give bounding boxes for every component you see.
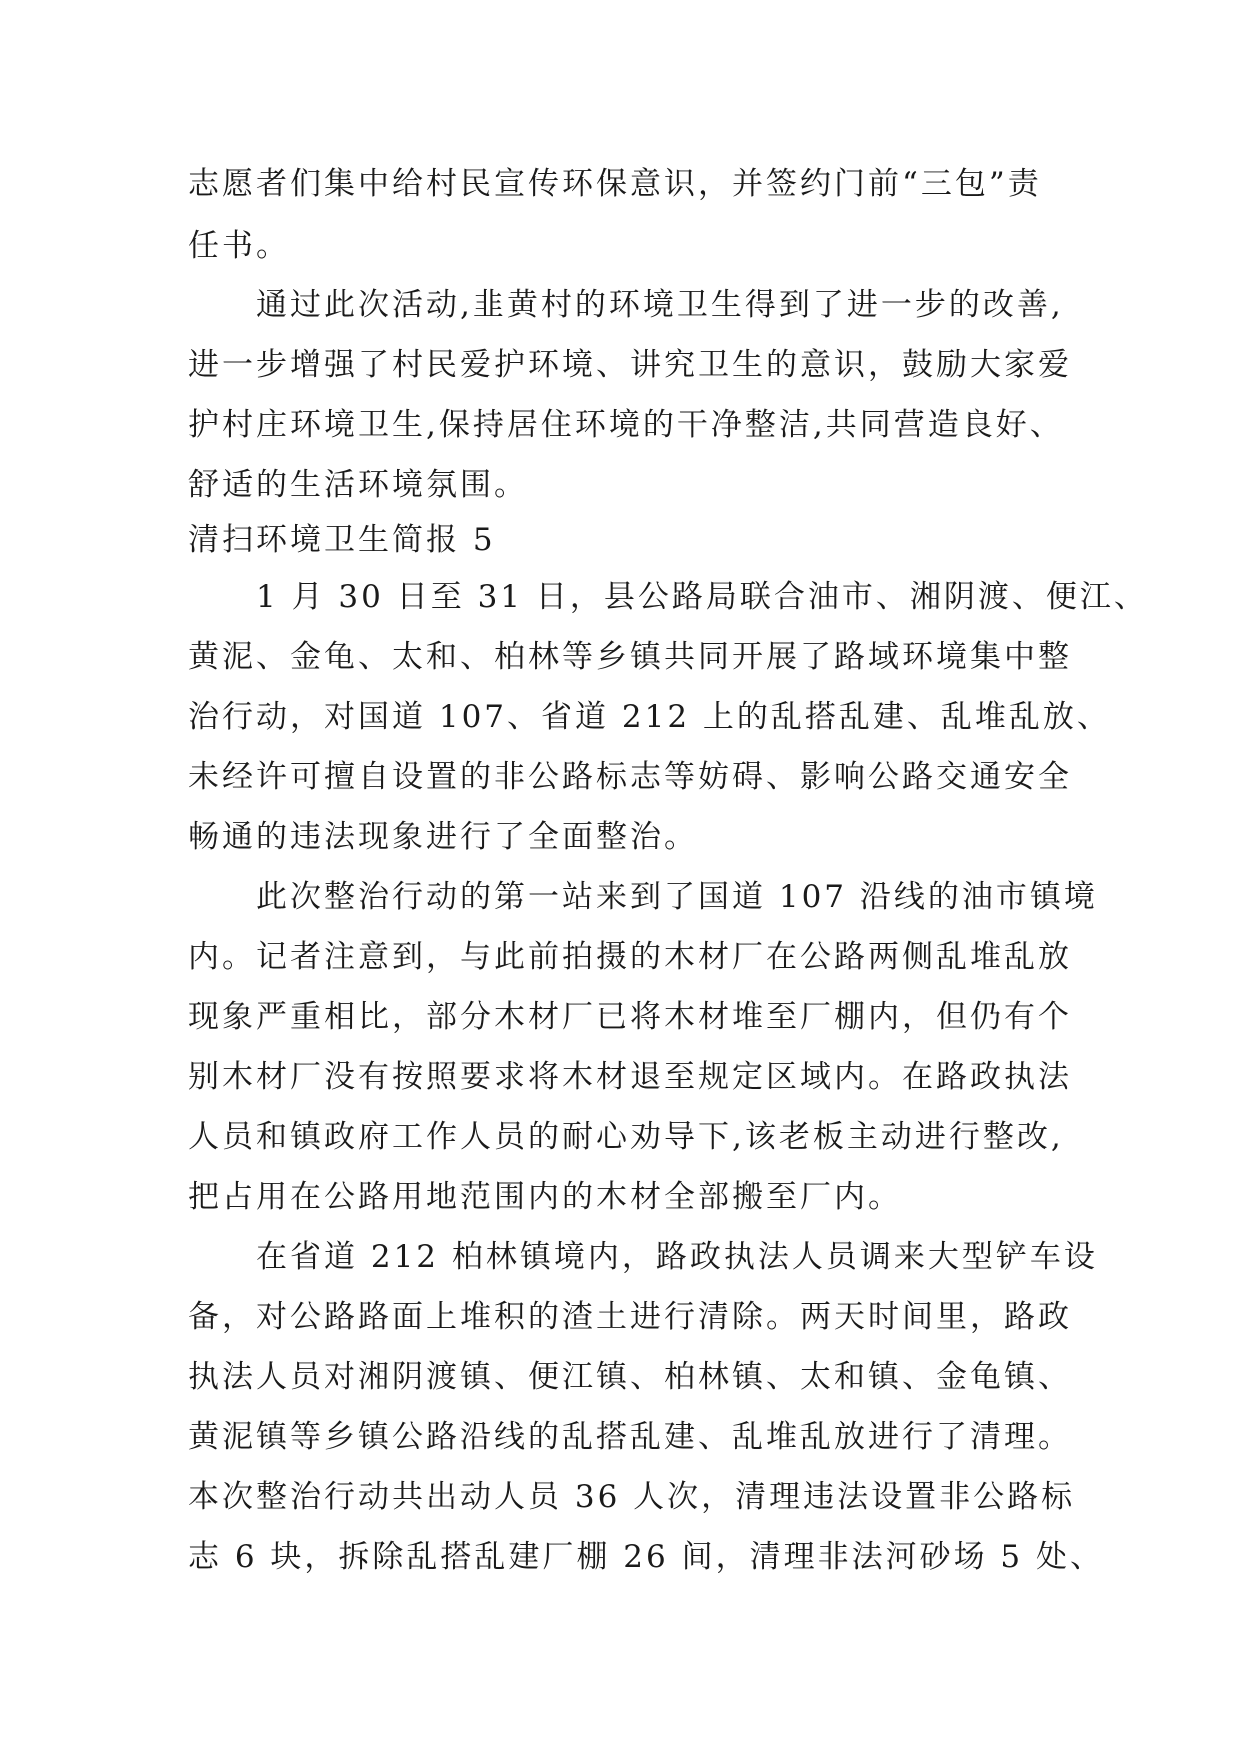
- body-text-line: 未经许可擅自设置的非公路标志等妨碍、影响公路交通安全: [188, 759, 1072, 795]
- body-text-line: 黄泥镇等乡镇公路沿线的乱搭乱建、乱堆乱放进行了清理。: [188, 1419, 1072, 1455]
- body-text-line: 执法人员对湘阴渡镇、便江镇、柏林镇、太和镇、金龟镇、: [188, 1359, 1072, 1395]
- body-text-line: 志 6 块，拆除乱搭乱建厂棚 26 间，清理非法河砂场 5 处、: [188, 1539, 1105, 1575]
- body-text-line: 护村庄环境卫生,保持居住环境的干净整洁,共同营造良好、: [188, 407, 1064, 443]
- paragraph-first-line: 通过此次活动,韭黄村的环境卫生得到了进一步的改善,: [256, 287, 1064, 323]
- body-text-line: 人员和镇政府工作人员的耐心劝导下,该老板主动进行整改,: [188, 1119, 1064, 1155]
- body-text-line: 进一步增强了村民爱护环境、讲究卫生的意识，鼓励大家爱: [188, 347, 1072, 383]
- body-text-line: 别木材厂没有按照要求将木材退至规定区域内。在路政执法: [188, 1059, 1072, 1095]
- body-text-line: 任书。: [188, 228, 290, 264]
- paragraph-first-line: 1 月 30 日至 31 日，县公路局联合油市、湘阴渡、便江、: [256, 579, 1148, 615]
- body-text-line: 把占用在公路用地范围内的木材全部搬至厂内。: [188, 1179, 902, 1215]
- body-text-line: 备，对公路路面上堆积的渣土进行清除。两天时间里，路政: [188, 1299, 1072, 1335]
- body-text-line: 舒适的生活环境氛围。: [188, 467, 528, 503]
- body-text-line: 黄泥、金龟、太和、柏林等乡镇共同开展了路域环境集中整: [188, 639, 1072, 675]
- section-heading: 清扫环境卫生简报 5: [188, 522, 496, 558]
- paragraph-first-line: 在省道 212 柏林镇境内，路政执法人员调来大型铲车设: [256, 1239, 1098, 1275]
- body-text-line: 现象严重相比，部分木材厂已将木材堆至厂棚内，但仍有个: [188, 999, 1072, 1035]
- body-text-line: 本次整治行动共出动人员 36 人次，清理违法设置非公路标: [188, 1479, 1076, 1515]
- body-text-line: 志愿者们集中给村民宣传环保意识，并签约门前“三包”责: [188, 166, 1042, 202]
- paragraph-first-line: 此次整治行动的第一站来到了国道 107 沿线的油市镇境: [256, 879, 1098, 915]
- body-text-line: 治行动，对国道 107、省道 212 上的乱搭乱建、乱堆乱放、: [188, 699, 1111, 735]
- body-text-line: 畅通的违法现象进行了全面整治。: [188, 819, 698, 855]
- body-text-line: 内。记者注意到，与此前拍摄的木材厂在公路两侧乱堆乱放: [188, 939, 1072, 975]
